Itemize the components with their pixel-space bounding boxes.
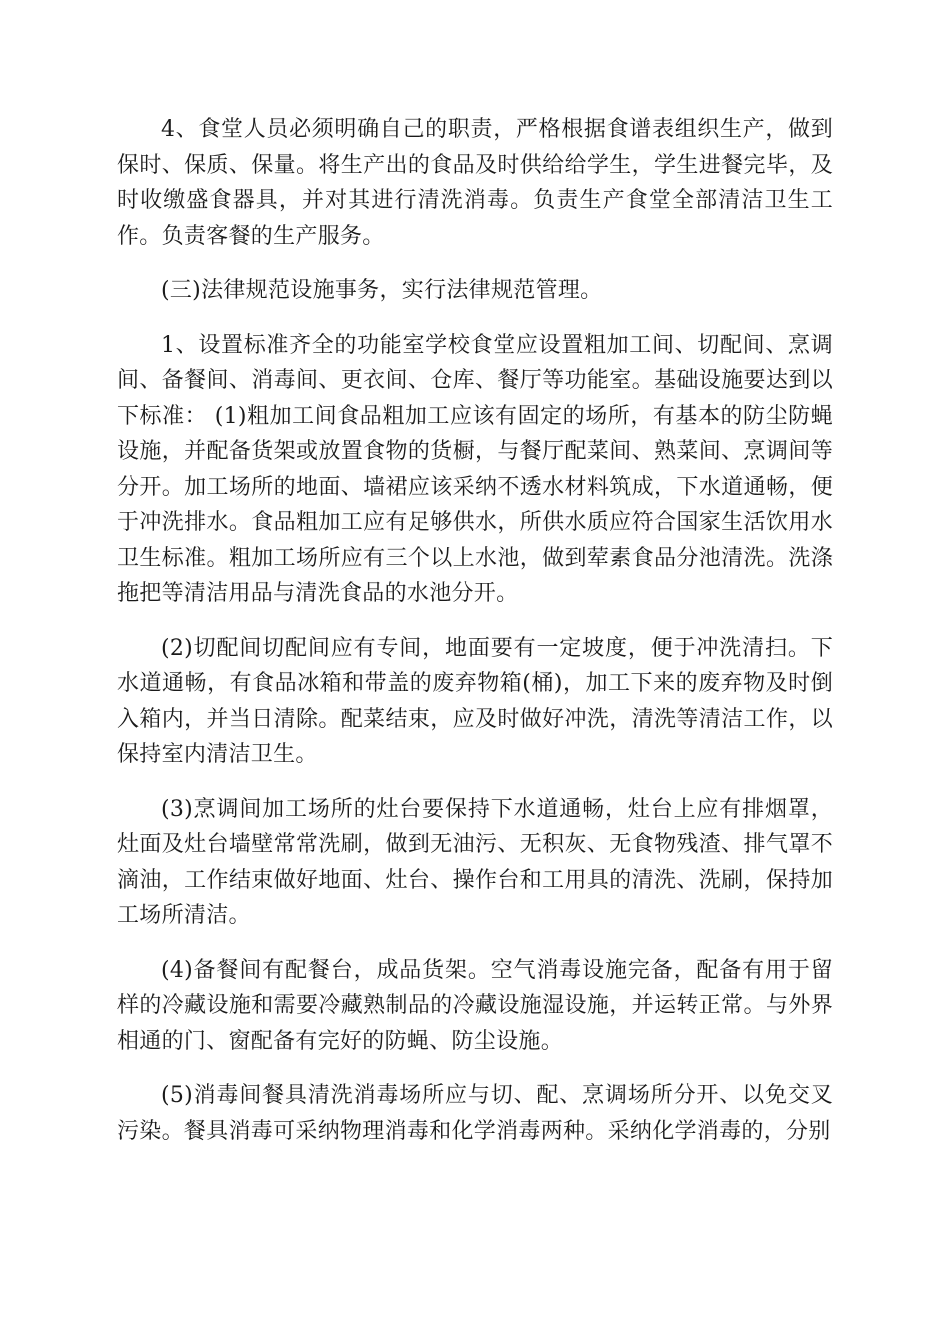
section-heading-facilities: (三)法律规范设施事务，实行法律规范管理。 — [161, 278, 603, 303]
document-body — [117, 112, 833, 1168]
paragraph-serving-room: (4)备餐间有配餐台，成品货架。空气消毒设施完备，配备有用于留样的冷藏设施和需要冷藏熟制品的冷藏设施湿设施，并运转正常。与外界相通的门、窗配备有完好的防蝇、防尘设施。 — [117, 957, 833, 1054]
paragraph-disinfection-room: (5)消毒间餐具清洗消毒场所应与切、配、烹调场所分开、以免交叉污染。餐具消毒可采纳物理消毒和化学消毒两种。采纳化学消毒的，分别 — [117, 1083, 833, 1144]
paragraph-staff-duties: 4、食堂人员必须明确自己的职责，严格根据食谱表组织生产，做到保时、保质、保量。将生产出的食品及时供给给学生，学生进餐完毕，及时收缴盛食器具，并对其进行清洗消毒。负责生产食堂全部清洁卫生工作。负责客餐的生产服务。 — [117, 117, 833, 249]
paragraph-cutting-room: (2)切配间切配间应有专间，地面要有一定坡度，便于冲洗清扫。下水道通畅，有食品冰箱和带盖的废弃物箱(桶)，加工下来的废弃物及时倒入箱内，并当日清除。配菜结束，应及时做好冲洗，清洗等清洁工作，以保持室内清洁卫生。 — [117, 635, 833, 767]
paragraph-functional-rooms: 1、设置标准齐全的功能室学校食堂应设置粗加工间、切配间、烹调间、备餐间、消毒间、更衣间、仓库、餐厅等功能室。基础设施要达到以下标准： (1)粗加工间食品粗加工应该有固定的场所，有基本的防尘防蝇设施，并配备货架或放置食物的货橱，与餐厅配菜间、熟菜间、烹调间等分开。加工场所的地面、墙裙应该采纳不透水材料筑成，下水道通畅，便于冲洗排水。食品粗加工应有足够供水，所供水质应符合国家生活饮用水卫生标准。粗加工场所应有三个以上水池，做到荤素食品分池清洗。洗涤拖把等清洁用品与清洗食品的水池分开。 — [117, 332, 833, 606]
paragraph-cooking-room: (3)烹调间加工场所的灶台要保持下水道通畅，灶台上应有排烟罩，灶面及灶台墙壁常常洗刷，做到无油污、无积灰、无食物残渣、排气罩不滴油，工作结束做好地面、灶台、操作台和工用具的清洗、洗刷，保持加工场所清洁。 — [117, 796, 833, 928]
